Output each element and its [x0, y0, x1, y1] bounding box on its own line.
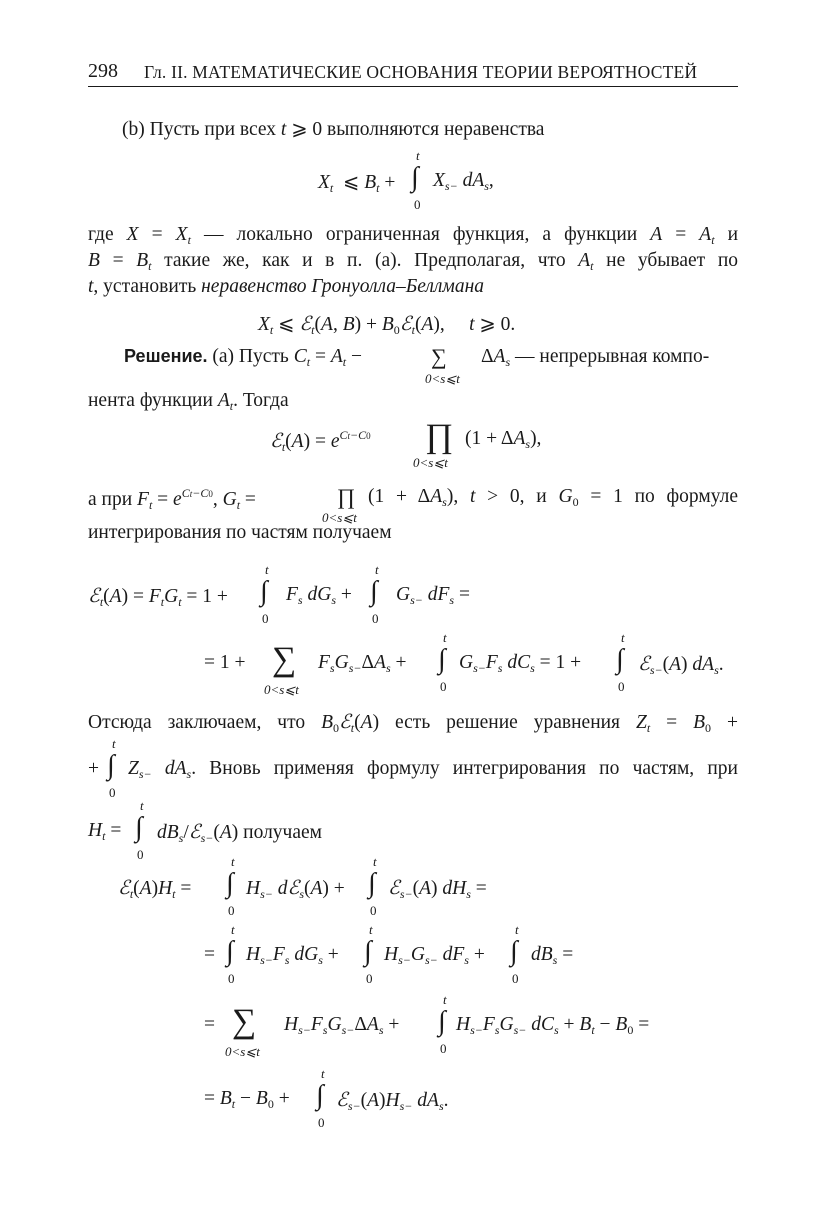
equation-gronwall: $X_t$ ⩽ ℰ$_t$(A, $B) + B_0ℰ_t(A)$, t ⩾ 0.	[258, 312, 516, 337]
part-b-text-3: t, установить неравенство Гронуолла–Беллмана	[88, 276, 484, 297]
equation-h-4: = $B_t - B_0$ +	[204, 1088, 290, 1111]
book-page: 298 Гл. II. МАТЕМАТИЧЕСКИЕ ОСНОВАНИЯ ТЕОРИИ ВЕРОЯТНОСТЕЙ (b) Пусть при всех t ⩾ 0 выполняются неравенства $X_t$ ⩽ $B_t$ + t ∫ 0 $X_{s-}$ $dA_s$, где $X = X_t$ — локально ограниченная функция, а функции $A = A_t$ и $B = B_t$ такие же, как и в п. (a). Предполагая, что $A_t$ не убывает по t, установить неравенство Гронуолла–Беллмана $X_t$ ⩽ ℰ$_t$(A, $B) + B_0ℰ_t(A)$, t ⩾ 0. Решение. (a) Пусть $C_t = A_t$ − ∑ 0<s⩽t $\Delta A_s$ — непрерывная компо- нента функции $A_t$. Тогда ℰ$_t$(A) = $e^{Ct-C0}$ ∏ 0<s⩽t $(1 + \Delta A_s)$, а при $F_t = e^{Ct-C0}$, $G_t$ = ∏ 0<s⩽t $(1 + \Delta A_s)$, t > 0, и $G_0 = 1$ по формуле интегрирования по частям получаем ℰ$_t$(A) = $F_tG_t = 1$ + t ∫ 0 $F_s$ $dG_s$ + t ∫ 0 $G_{s-}$ $dF_s$ = = 1 + ∑ 0<s⩽t $F_sG_{s-}\Delta A_s$ + t ∫ 0 $G_{s-}F_s$ $dC_s = 1$ + t ∫ 0 ℰ$_{s-}$(A) $dA_s$. Отсюда заключаем, что $B_0ℰ_t(A)$ есть решение уравнения $Z_t = B_0$ + + t ∫ 0 $Z_{s-}$ $dA_s$. Вновь применяя формулу интегрирования по частям, при $H_t$ = t ∫ 0 $dB_s/ℰ_{s-}(A)$ получаем $ℰ_t(A)H_t$ = t ∫ 0 $H_{s-}$ dℰ$_s$(A) + t ∫ 0 ℰ$_{s-}$(A) $dH_s$ = = t ∫ 0 $H_{s-}F_s$ $dG_s$ + t ∫ 0 $H_{s-}G_{s-}$ $dF_s$ + t ∫ 0 $dB_s$ = = ∑ 0<s⩽t $H_{s-}F_sG_{s-}\Delta A_s$ + t ∫ 0 $H_{s-}F_sG_{s-}$ $dC_s + B_t - B_0$ = = $B_t - B_0$ + t ∫ 0 $ℰ_{s-}(A)H_{s-}$ $dA_s$.	[88, 60, 739, 1130]
equation-h-1: $ℰ_t(A)H_t$ =	[118, 876, 192, 901]
conclusion-line-3: $dB_s/ℰ_{s-}(A)$ получаем	[157, 820, 323, 845]
equation-parts-1: ℰ$_t$(A) = $F_tG_t = 1$ +	[88, 584, 228, 609]
solution-line-1: Решение. (a) Пусть $C_t = A_t$ −	[124, 346, 362, 369]
running-header	[88, 58, 738, 87]
page-number: 298	[88, 60, 118, 82]
solution-line-3: а при $F_t = e^{Ct-C0}$, $G_t$ =	[88, 486, 256, 512]
equation-inequality: $X_t$ ⩽ $B_t$ +	[318, 172, 396, 195]
part-b-intro: (b) Пусть при всех t ⩾ 0 выполняются неравенства	[122, 119, 545, 140]
conclusion-line-1: Отсюда заключаем, что $B_0ℰ_t(A)$ есть решение уравнения $Z_t = B_0$ +	[88, 710, 739, 735]
solution-line-2: нента функции $A_t$. Тогда	[88, 390, 289, 413]
solution-label: Решение.	[124, 346, 208, 366]
running-title: Гл. II. МАТЕМАТИЧЕСКИЕ ОСНОВАНИЯ ТЕОРИИ ВЕРОЯТНОСТЕЙ	[144, 62, 698, 82]
equation-parts-2: = 1 +	[204, 652, 246, 673]
equation-h-2: =	[204, 944, 215, 965]
gronwall-bellman-term: неравенство Гронуолла–Беллмана	[201, 276, 484, 297]
part-b-text-2: $B = B_t$ такие же, как и в п. (a). Предполагая, что $A_t$ не убывает по	[88, 250, 739, 273]
solution-line-4: интегрирования по частям получаем	[88, 522, 392, 543]
conclusion-line-2: $Z_{s-}$ $dA_s$. Вновь применяя формулу интегрирования по частям, при	[128, 758, 738, 781]
equation-h-3: =	[204, 1014, 215, 1035]
part-b-text-1: где $X = X_t$ — локально ограниченная функция, а функции $A = A_t$ и	[88, 224, 739, 247]
equation-exponential: ℰ$_t$(A) = $e^{Ct-C0}$	[270, 428, 371, 454]
